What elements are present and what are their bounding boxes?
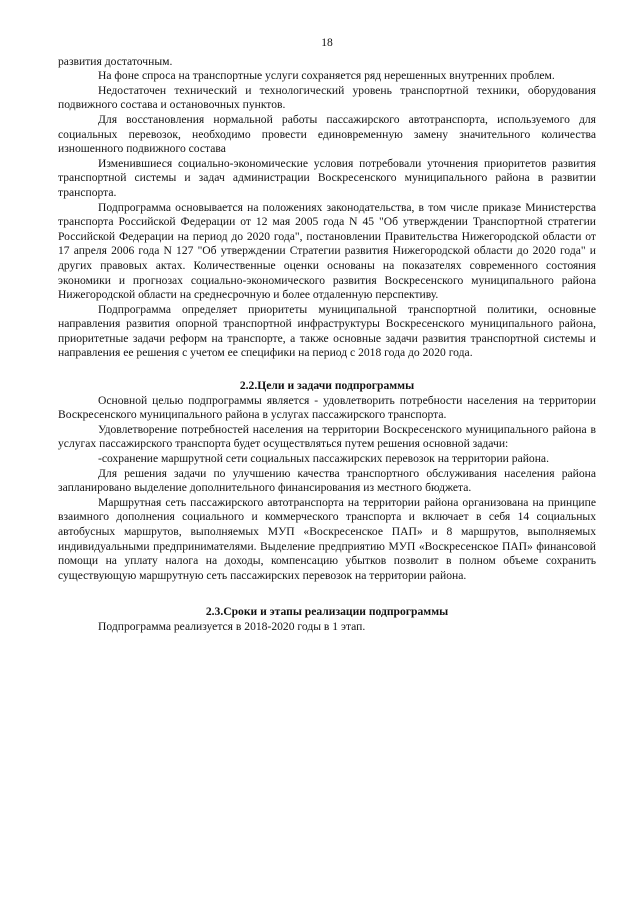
paragraph-list-item: -сохранение маршрутной сети социальных пассажирских перевозок на территории района. (98, 452, 549, 466)
paragraph: Недостаточен технический и технологический уровень транспортной техники, оборудования подвижного состава и остановочных пунктов. (58, 83, 596, 112)
page-number: 18 (321, 36, 333, 49)
paragraph: Основной целью подпрограммы является - удовлетворить потребности населения на территории Воскресенского муниципального района в услугах пассажирского транспорта. (58, 393, 596, 422)
paragraph: Подпрограмма определяет приоритеты муниципальной транспортной политики, основные направления развития опорной транспортной инфраструктуры Воскресенского муниципального района, приоритетные задачи реформ на транспорте, а также основные задачи развития транспортной системы и направления ее решения с учетом ее специфики на период с 2018 года до 2020 года. (58, 302, 596, 360)
paragraph: На фоне спроса на транспортные услуги сохраняется ряд нерешенных внутренних проблем. (98, 69, 555, 83)
paragraph-continuation: развития достаточным. (58, 54, 173, 68)
section-heading-goals: 2.2.Цели и задачи подпрограммы (239, 379, 415, 393)
paragraph: Маршрутная сеть пассажирского автотранспорта на территории района организована на принципе взаимного дополнения социального и коммерческого транспорта и включает в себя 14 социальных автобусных маршрутов, выполняемых МУП «Воскресенское ПАП» и 8 маршрутов, выполняемых индивидуальными предпринимателями. Выделение предприятию МУП «Воскресенское ПАП» финансовой помощи на уплату налога на доходы, компенсацию убытков позволит в полном объеме сохранить существующую маршрутную сеть пассажирских перевозок на территории района. (58, 495, 596, 582)
paragraph: Удовлетворение потребностей населения на территории Воскресенского муниципального района в услугах пассажирского транспорта будет осуществляться путем решения основной задачи: (58, 422, 596, 451)
paragraph: Для решения задачи по улучшению качества транспортного обслуживания населения района запланировано выделение дополнительного финансирования из местного бюджета. (58, 466, 596, 495)
section-heading-timeline: 2.3.Сроки и этапы реализации подпрограммы (205, 605, 449, 619)
paragraph: Для восстановления нормальной работы пассажирского автотранспорта, используемого для социальных перевозок, необходимо провести единовременную замену значительного количества изношенного подвижного состава (58, 112, 596, 156)
paragraph: Подпрограмма основывается на положениях законодательства, в том числе приказе Министерства транспорта Российской Федерации от 12 мая 2005 года N 45 "Об утверждении Транспортной стратегии Российской Федерации на период до 2020 года", постановлении Правительства Нижегородской области от 17 апреля 2006 года N 127 "Об утверждении Стратегии развития Нижегородской области до 2020 года" и других правовых актах. Количественные оценки основаны на показателях современного состояния экономики и прогнозах социально-экономического развития Воскресенского муниципального района Нижегородской области на среднесрочную и более отдаленную перспективу. (58, 200, 596, 302)
paragraph: Изменившиеся социально-экономические условия потребовали уточнения приоритетов развития транспортной системы и задач администрации Воскресенского муниципального района в развитии транспорта. (58, 156, 596, 199)
paragraph: Подпрограмма реализуется в 2018-2020 годы в 1 этап. (98, 619, 366, 633)
